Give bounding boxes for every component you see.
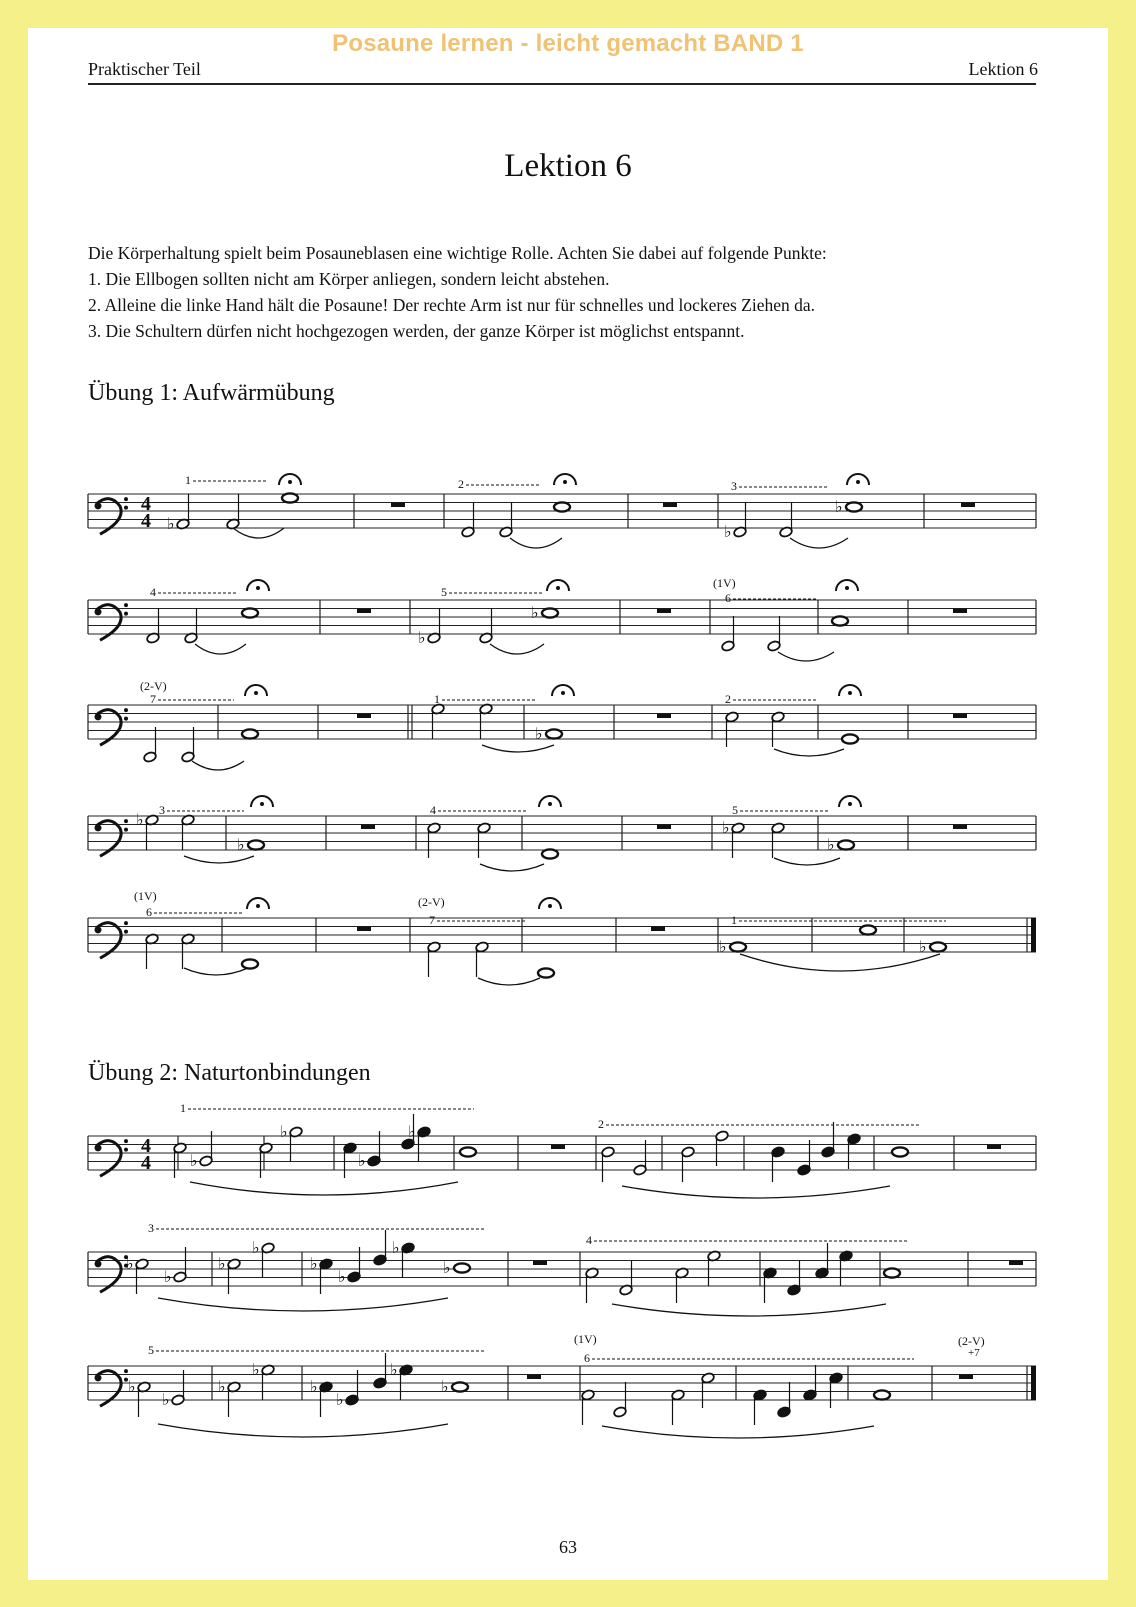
slide-position-mark: 6	[725, 591, 731, 605]
valve-annotation: (1V)	[574, 1332, 597, 1346]
bass-clef-icon	[95, 824, 102, 831]
slur	[612, 1304, 886, 1316]
whole-note	[282, 493, 298, 502]
slide-position-mark: 7	[429, 913, 435, 927]
flat-sign: ♭	[190, 1153, 198, 1170]
whole-note	[538, 968, 554, 977]
whole-note	[460, 1147, 476, 1156]
page	[28, 28, 1108, 1580]
bass-clef-icon	[95, 502, 102, 509]
flat-sign: ♭	[835, 499, 843, 516]
fermata-icon	[845, 586, 849, 590]
fermata-icon	[548, 904, 552, 908]
whole-rest	[1009, 1261, 1023, 1266]
fermata-icon	[288, 480, 292, 484]
running-header-left: Praktischer Teil	[88, 59, 201, 79]
whole-note	[242, 729, 258, 738]
slur	[774, 749, 844, 756]
bass-clef-icon	[124, 603, 128, 607]
flat-sign: ♭	[535, 726, 543, 743]
whole-note	[452, 1382, 468, 1391]
time-signature: 4	[141, 493, 151, 515]
flat-sign: ♭	[441, 1379, 449, 1396]
fermata-icon	[256, 904, 260, 908]
time-signature: 4	[141, 1135, 151, 1157]
flat-sign: ♭	[338, 1269, 346, 1286]
bass-clef-icon	[95, 1260, 102, 1267]
intro-line: 1. Die Ellbogen sollten nicht am Körper anliegen, sondern leicht abstehen.	[88, 269, 610, 289]
slur	[774, 858, 840, 865]
slide-position-mark: 7	[150, 692, 156, 706]
flat-sign: ♭	[390, 1362, 398, 1379]
bass-clef-icon	[95, 608, 102, 615]
music-score	[28, 28, 1108, 1580]
whole-note	[832, 616, 848, 625]
lesson-title: Lektion 6	[504, 148, 632, 184]
slide-position-mark: 2	[725, 692, 731, 706]
flat-sign: ♭	[310, 1256, 318, 1273]
slur	[510, 538, 562, 548]
slide-position-mark: 2	[598, 1117, 604, 1131]
flat-sign: ♭	[136, 812, 144, 829]
page-number: 63	[559, 1537, 577, 1557]
whole-note	[454, 1263, 470, 1272]
slur	[778, 652, 834, 661]
slur	[184, 856, 254, 863]
slur	[195, 644, 246, 654]
flat-sign: ♭	[280, 1124, 288, 1141]
bass-clef-icon	[124, 497, 128, 501]
fermata-icon	[556, 586, 560, 590]
bass-clef-icon	[124, 506, 128, 510]
bass-clef-icon	[124, 1369, 128, 1373]
book-title: Posaune lernen - leicht gemacht BAND 1	[332, 30, 804, 57]
flat-sign: ♭	[310, 1379, 318, 1396]
bass-clef-icon	[95, 1374, 102, 1381]
whole-rest	[361, 825, 375, 830]
exercise-1-title: Übung 1: Aufwärmübung	[88, 380, 335, 406]
bass-clef-icon	[124, 1148, 128, 1152]
slide-position-mark: 2	[458, 477, 464, 491]
time-signature: 4	[141, 1152, 151, 1174]
flat-sign: ♭	[218, 1379, 226, 1396]
valve-annotation: (2-V)	[418, 895, 445, 909]
fermata-icon	[563, 480, 567, 484]
flat-sign: ♭	[531, 605, 539, 622]
flat-sign: ♭	[126, 1256, 134, 1273]
whole-rest	[961, 503, 975, 508]
whole-note	[546, 729, 562, 738]
flat-sign: ♭	[128, 1379, 136, 1396]
flat-sign: ♭	[827, 837, 835, 854]
slide-position-mark: 6	[146, 905, 152, 919]
slur	[622, 1186, 890, 1198]
intro-line: 2. Alleine die linke Hand hält die Posaune! Der rechte Arm ist nur für schnelles und lockeres Ziehen da.	[88, 295, 816, 315]
slide-position-mark: 5	[148, 1343, 154, 1357]
whole-note	[242, 959, 258, 968]
whole-note	[542, 608, 558, 617]
whole-note	[838, 840, 854, 849]
whole-rest	[657, 609, 671, 614]
whole-rest	[663, 503, 677, 508]
bass-clef-icon	[124, 708, 128, 712]
whole-rest	[357, 714, 371, 719]
whole-note	[874, 1390, 890, 1399]
slide-position-mark: 3	[148, 1221, 154, 1235]
whole-rest	[551, 1145, 565, 1150]
whole-note	[892, 1147, 908, 1156]
slide-position-mark: 1	[185, 473, 191, 487]
flat-sign: ♭	[443, 1260, 451, 1277]
slide-position-mark: 1	[434, 692, 440, 706]
slide-position-mark: 3	[731, 479, 737, 493]
final-barline	[1031, 1366, 1036, 1400]
slide-position-mark: 4	[150, 585, 156, 599]
whole-rest	[657, 714, 671, 719]
valve-annotation: (1V)	[713, 576, 736, 590]
whole-rest	[959, 1375, 973, 1380]
fermata-icon	[260, 802, 264, 806]
flat-sign: ♭	[408, 1124, 416, 1141]
bass-clef-icon	[95, 1144, 102, 1151]
slide-position-mark: 1	[731, 913, 737, 927]
fermata-icon	[256, 586, 260, 590]
whole-rest	[357, 927, 371, 932]
fermata-icon	[848, 802, 852, 806]
slur	[190, 1182, 458, 1195]
fermata-icon	[254, 691, 258, 695]
slide-position-mark: 5	[441, 585, 447, 599]
whole-note	[930, 942, 946, 951]
fermata-icon	[561, 691, 565, 695]
whole-note	[542, 849, 558, 858]
slide-position-mark: 4	[586, 1233, 592, 1247]
whole-note	[730, 942, 746, 951]
flat-sign: ♭	[252, 1362, 260, 1379]
bass-clef-icon	[95, 713, 102, 720]
flat-sign: ♭	[218, 1256, 226, 1273]
flat-sign: ♭	[164, 1269, 172, 1286]
slur	[158, 1298, 448, 1311]
intro-line: 3. Die Schultern dürfen nicht hochgezogen werden, der ganze Körper ist möglichst entspannt.	[88, 321, 745, 341]
bass-clef-icon	[124, 930, 128, 934]
slur	[192, 761, 244, 770]
bass-clef-icon	[124, 1139, 128, 1143]
valve-annotation: (1V)	[134, 889, 157, 903]
slur	[740, 954, 940, 971]
flat-sign: ♭	[162, 1392, 170, 1409]
slur	[158, 1424, 448, 1437]
slur	[482, 745, 554, 752]
slide-position-mark: 5	[732, 803, 738, 817]
whole-note	[248, 840, 264, 849]
slide-position-mark: 1	[180, 1101, 186, 1115]
whole-note	[842, 734, 858, 743]
fermata-icon	[856, 480, 860, 484]
whole-rest	[651, 927, 665, 932]
flat-sign: ♭	[336, 1392, 344, 1409]
bass-clef-icon	[124, 828, 128, 832]
intro-line: Die Körperhaltung spielt beim Posauneblasen eine wichtige Rolle. Achten Sie dabei auf folgende Punkte:	[88, 243, 827, 263]
slur	[602, 1426, 874, 1438]
slide-position-mark: 3	[159, 803, 165, 817]
valve-annotation: (2-V)	[958, 1334, 985, 1348]
bass-clef-icon	[124, 717, 128, 721]
slur	[480, 864, 544, 871]
flat-sign: ♭	[418, 630, 426, 647]
slide-position-mark: 6	[584, 1351, 590, 1365]
slur	[478, 978, 540, 985]
slur	[790, 538, 848, 548]
flat-sign: ♭	[237, 837, 245, 854]
bass-clef-icon	[124, 921, 128, 925]
final-barline	[1031, 918, 1036, 952]
whole-rest	[391, 503, 405, 508]
whole-rest	[953, 714, 967, 719]
whole-note	[846, 502, 862, 511]
valve-annotation: (2-V)	[140, 679, 167, 693]
whole-note	[860, 925, 876, 934]
slur	[184, 968, 248, 975]
bass-clef-icon	[124, 612, 128, 616]
whole-note	[554, 502, 570, 511]
flat-sign: ♭	[919, 939, 927, 956]
flat-sign: ♭	[722, 820, 730, 837]
whole-rest	[953, 825, 967, 830]
bass-clef-icon	[95, 926, 102, 933]
whole-rest	[953, 609, 967, 614]
fermata-icon	[848, 691, 852, 695]
whole-note	[884, 1268, 900, 1277]
whole-rest	[527, 1375, 541, 1380]
exercise-2-title: Übung 2: Naturtonbindungen	[88, 1060, 371, 1086]
valve-annotation: +7	[968, 1347, 980, 1359]
time-signature: 4	[141, 510, 151, 532]
flat-sign: ♭	[167, 516, 175, 533]
fermata-icon	[548, 802, 552, 806]
flat-sign: ♭	[719, 939, 727, 956]
bass-clef-icon	[124, 819, 128, 823]
flat-sign: ♭	[252, 1240, 260, 1257]
flat-sign: ♭	[724, 524, 732, 541]
slur	[490, 644, 544, 654]
flat-sign: ♭	[392, 1240, 400, 1257]
whole-rest	[987, 1145, 1001, 1150]
whole-rest	[357, 609, 371, 614]
whole-rest	[533, 1261, 547, 1266]
whole-note	[242, 608, 258, 617]
whole-rest	[657, 825, 671, 830]
running-header-right: Lektion 6	[968, 59, 1038, 79]
flat-sign: ♭	[358, 1153, 366, 1170]
slide-position-mark: 4	[430, 803, 436, 817]
slur	[233, 528, 284, 538]
